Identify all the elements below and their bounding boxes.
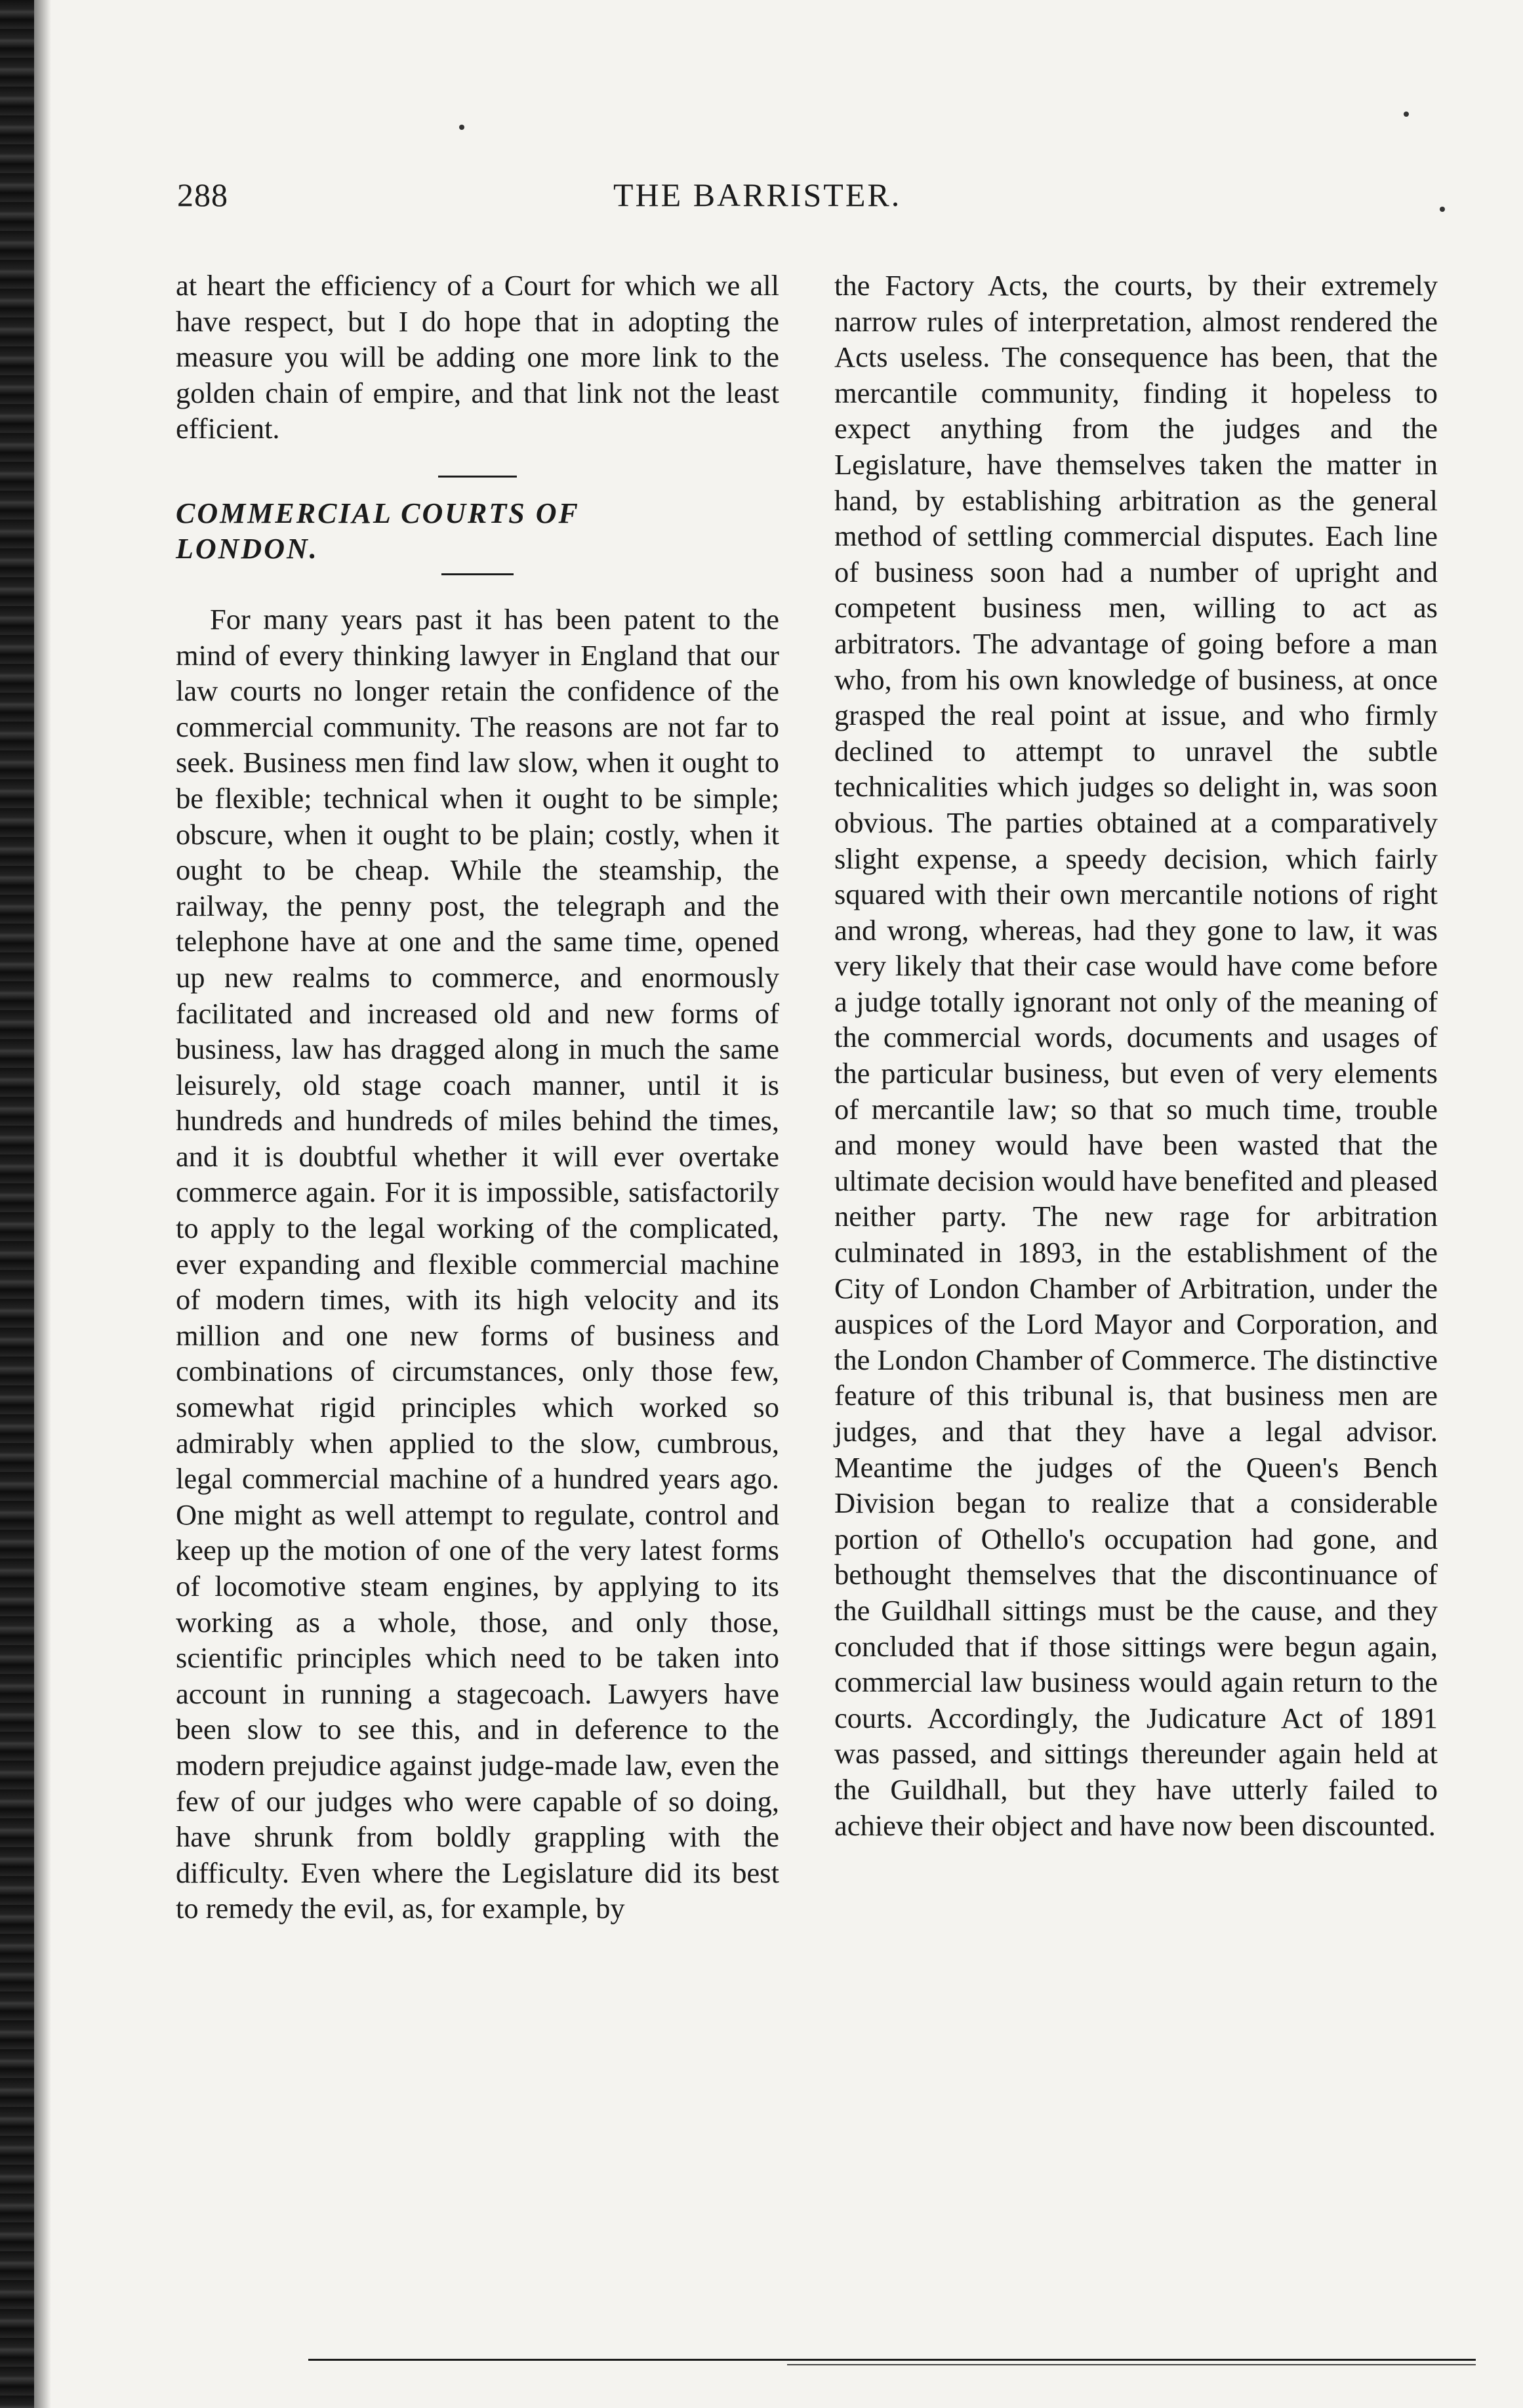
section-title-line1: COMMERCIAL COURTS OF	[176, 497, 580, 529]
section-rule-top	[438, 476, 517, 478]
section-title-line2: LONDON.	[176, 532, 319, 565]
footer-rule-secondary	[787, 2364, 1476, 2365]
book-binding-edge	[0, 0, 34, 2408]
scan-speck	[1404, 112, 1409, 117]
running-title: THE BARRISTER.	[613, 176, 902, 213]
article-paragraph: For many years past it has been patent to the mind of every thinking lawyer in England that our law courts no longer retain the confidence of the commercial community. The reasons are not far to seek. Business men find law slow, when it ought to be flexible; technical when it ought to be simple; obscure, when it ought to be plain; costly, when it ought to be cheap. While the steamship, the railway, the penny post, the telegraph and the telephone have at one and the same time, opened up new realms to commerce, and enormously facilitated and increased old and new forms of business, law has dragged along in much the same leisurely, old stage coach manner, until it is hundreds and hundreds of miles behind the times, and it is doubtful whether it will ever overtake commerce again. For it is impossible, satisfactorily to apply to the legal working of the complicated, ever expanding and flexible commercial machine of modern times, with its high velocity and its million and one new forms of business and combinations of circumstances, only those few, somewhat rigid principles which worked so admirably when applied to the slow, cumbrous, legal commercial machine of a hundred years ago. One might as well attempt to regulate, control and keep up the motion of one of the very latest forms of locomotive steam engines, by applying to its working as a whole, those, and only those, scientific principles which need to be taken into account in running a stagecoach. Lawyers have been slow to see this, and in deference to the modern prejudice against judge-made law, even the few of our judges who were capable of so doing, have shrunk from boldly grappling with the difficulty. Even where the Legislature did its best to remedy the evil, as, for example, by	[176, 602, 779, 1925]
footer-rule	[308, 2359, 1476, 2361]
continued-paragraph: at heart the efficiency of a Court for which we all have respect, but I do hope that in adopting the measure you will be adding one more link to the golden chain of empire, and that link not the least efficient.	[176, 269, 779, 445]
section-rule-bottom	[441, 573, 514, 575]
binding-shadow	[34, 0, 51, 2408]
page-header	[177, 176, 1430, 228]
continued-paragraph-right: the Factory Acts, the courts, by their extremely narrow rules of interpretation, almost rendered the Acts useless. The consequence has been, that the mercantile community, finding it hopeless to expect anything from the judges and the Legislature, have themselves taken the matter in hand, by establishing arbitration as the general method of settling commercial disputes. Each line of business soon had a number of upright and competent business men, willing to act as arbitrators. The advantage of going before a man who, from his own knowledge of business, at once grasped the real point at issue, and who firmly declined to attempt to unravel the subtle technicalities which judges so delight in, was soon obvious. The parties obtained at a comparatively slight expense, a speedy decision, which fairly squared with their own mercantile notions of right and wrong, whereas, had they gone to law, it was very likely that their case would have come before a judge totally ignorant not only of the meaning of the commercial words, documents and usages of the particular business, but even of very elements of mercantile law; so that so much time, trouble and money would have been wasted that the ultimate decision would have benefited and pleased neither party. The new rage for arbitration culminated in 1893, in the establishment of the City of London Chamber of Arbitration, under the auspices of the Lord Mayor and Corporation, and the London Chamber of Commerce. The distinctive feature of this tribunal is, that business men are judges, and that they have a legal advisor. Meantime the judges of the Queen's Bench Division began to realize that a considerable portion of Othello's occupation had gone, and bethought themselves that the discontinuance of the Guildhall sittings must be the cause, and they concluded that if those sittings were begun again, commercial law business would again return to the courts. Accordingly, the Judicature Act of 1891 was passed, and sittings thereunder again held at the Guildhall, but they have utterly failed to achieve their object and have now been discounted.	[834, 269, 1438, 1842]
scan-speck	[459, 125, 464, 130]
page-number: 288	[177, 176, 228, 213]
left-column	[176, 268, 779, 1927]
scan-speck	[1440, 207, 1445, 212]
right-column	[834, 268, 1438, 1843]
